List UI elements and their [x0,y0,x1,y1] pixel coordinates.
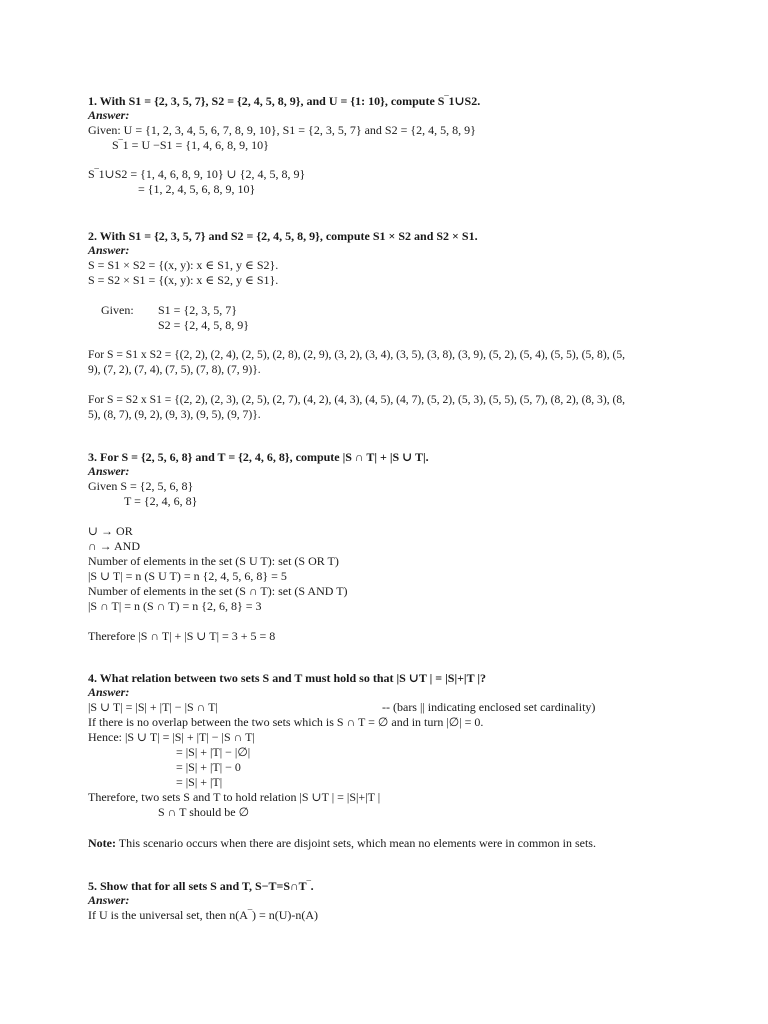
q2-line: S2 = {2, 4, 5, 8, 9} [158,318,249,332]
note-label: Note: [88,836,116,850]
q3-line: |S ∩ T| = n (S ∩ T) = n {2, 6, 8} = 3 [88,599,262,613]
q1-line: S‾1 = U −S1 = {1, 4, 6, 8, 9, 10} [112,138,269,152]
question-5-heading: 5. Show that for all sets S and T, S−T=S∩T‾. [88,879,314,893]
q4-line: S ∩ T should be ∅ [158,805,250,819]
q4-line: = |S| + |T| [176,775,223,789]
q3-line: T = {2, 4, 6, 8} [124,494,198,508]
q3-line: Therefore |S ∩ T| + |S ∪ T| = 3 + 5 = 8 [88,629,276,643]
q2-line: 9), (7, 2), (7, 4), (7, 5), (7, 8), (7, 9)}. [88,363,261,376]
answer-2-label: Answer: [88,243,130,257]
q3-line: Number of elements in the set (S ∩ T): set (S AND T) [88,584,348,598]
q3-line: |S ∪ T| = n (S U T) = n {2, 4, 5, 6, 8} = 5 [88,569,287,583]
q4-line: Therefore, two sets S and T to hold relation |S ∪T | = |S|+|T | [88,790,381,804]
question-3-heading: 3. For S = {2, 5, 6, 8} and T = {2, 4, 6, 8}, compute |S ∩ T| + |S ∪ T|. [88,450,429,464]
question-1-heading: 1. With S1 = {2, 3, 5, 7}, S2 = {2, 4, 5, 8, 9}, and U = {1: 10}, compute S‾1∪S2. [88,94,481,108]
q1-line: S‾1∪S2 = {1, 4, 6, 8, 9, 10} ∪ {2, 4, 5, 8, 9} [88,167,306,181]
answer-3-label: Answer: [88,464,130,478]
q4-note [88,836,596,850]
q4-line: Hence: |S ∪ T| = |S| + |T| − |S ∩ T| [88,730,255,744]
q2-line: For S = S2 x S1 = {(2, 2), (2, 3), (2, 5), (2, 7), (4, 2), (4, 3), (4, 5), (4, 7), (5, 2), (5, 3), (5, 5), (5, 7), (8, 2), (8, 3), (8, [88,393,626,406]
q4-line: If there is no overlap between the two sets which is S ∩ T = ∅ and in turn |∅| = 0. [88,715,484,729]
q4-line: = |S| + |T| − |∅| [176,745,251,759]
q3-line: Given S = {2, 5, 6, 8} [88,479,194,493]
q3-line: ∩ → AND [88,539,141,553]
q4-line: |S ∪ T| = |S| + |T| − |S ∩ T| [88,700,218,714]
q1-line: = {1, 2, 4, 5, 6, 8, 9, 10} [138,182,256,196]
q3-line: Number of elements in the set (S U T): set (S OR T) [88,554,339,568]
answer-4-label: Answer: [88,685,130,699]
answer-5-label: Answer: [88,893,130,907]
question-4-heading: 4. What relation between two sets S and T must hold so that |S ∪T | = |S|+|T |? [88,671,486,685]
question-2-heading: 2. With S1 = {2, 3, 5, 7} and S2 = {2, 4, 5, 8, 9}, compute S1 × S2 and S2 × S1. [88,229,478,243]
q2-line: S1 = {2, 3, 5, 7} [158,303,237,317]
q1-line: Given: U = {1, 2, 3, 4, 5, 6, 7, 8, 9, 10}, S1 = {2, 3, 5, 7} and S2 = {2, 4, 5, 8, 9} [88,123,476,137]
q5-line: If U is the universal set, then n(A‾) = n(U)-n(A) [88,908,319,922]
q4-line: = |S| + |T| − 0 [176,760,241,774]
q4-line: -- (bars || indicating enclosed set cardinality) [382,700,596,714]
q3-line: ∪ → OR [88,524,133,538]
q2-line: 5), (8, 7), (9, 2), (9, 3), (9, 5), (9, 7)}. [88,408,261,421]
note-text: This scenario occurs when there are disjoint sets, which mean no elements were in common in sets. [115,836,596,850]
q2-line: S = S1 × S2 = {(x, y): x ∈ S1, y ∈ S2}. [88,258,279,272]
answer-1-label: Answer: [88,108,130,122]
q2-line: Given: [101,303,134,317]
q2-line: S = S2 × S1 = {(x, y): x ∈ S2, y ∈ S1}. [88,273,279,287]
q2-line: For S = S1 x S2 = {(2, 2), (2, 4), (2, 5), (2, 8), (2, 9), (3, 2), (3, 4), (3, 5), (3, 8), (3, 9), (5, 2), (5, 4), (5, 5), (5, 8), (5, [88,348,626,361]
